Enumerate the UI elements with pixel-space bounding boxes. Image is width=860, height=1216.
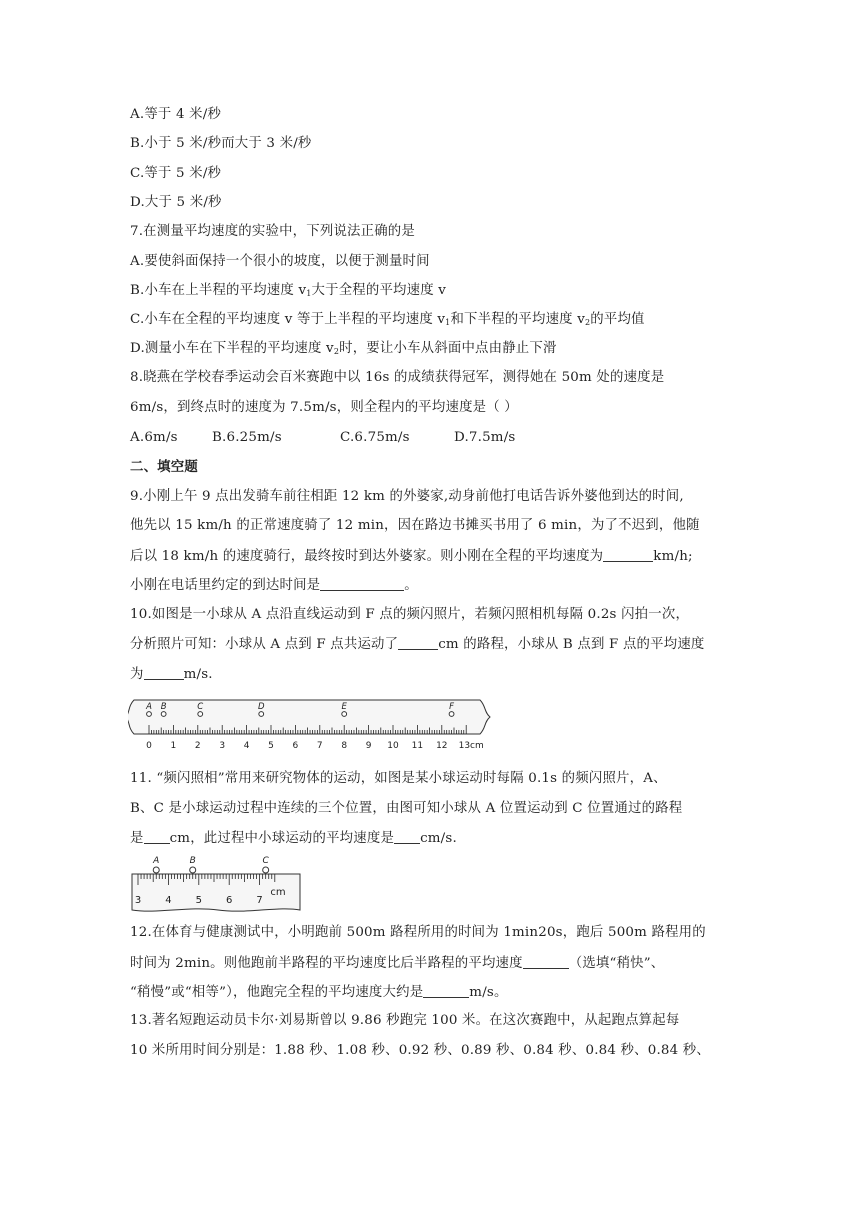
q13-line-2: 10 米所用时间分别是：1.88 秒、1.08 秒、0.92 秒、0.89 秒、0.84 秒、0.84 秒、0.84 秒、 <box>130 1043 710 1058</box>
ruler-label: 7 <box>256 895 263 906</box>
q11-blank-1[interactable] <box>144 829 170 844</box>
q11-line-3-unit: cm/s. <box>420 831 457 846</box>
q10-line-1: 10.如图是一小球从 A 点沿直线运动到 F 点的频闪照片，若频闪照相机每隔 0.2s 闪拍一次， <box>130 607 690 622</box>
q9-blank-2[interactable] <box>320 576 404 591</box>
ruler-figure-q10 <box>128 696 492 754</box>
q7-option-c <box>130 311 645 332</box>
ball-position-label: B <box>189 856 196 866</box>
ball-position-dot <box>449 712 454 717</box>
q8-option-b: B.6.25m/s <box>212 430 282 445</box>
q8-stem-line-1: 8.晓燕在学校春季运动会百米赛跑中以 16s 的成绩获得冠军，测得她在 50m 处的速度是 <box>130 370 665 385</box>
q12-line-1: 12.在体育与健康测试中，小明跑前 500m 路程所用的时间为 1min20s，跑后 500m 路程用的 <box>130 925 706 940</box>
ball-position-dot <box>190 867 196 873</box>
q6-option-d: D.大于 5 米/秒 <box>130 195 222 210</box>
q7-option-c-subscript-1: 1 <box>445 318 451 327</box>
q10-line-2-text: 分析照片可知：小球从 A 点到 F 点共运动了 <box>130 637 399 652</box>
ball-position-dot <box>153 867 159 873</box>
q12-line-3-text: “稍慢”或“相等”），他跑完全程的平均速度大约是 <box>130 985 424 1000</box>
ball-position-dot <box>259 712 264 717</box>
q10-line-3-unit: m/s. <box>183 667 213 682</box>
ball-position-label: C <box>262 856 269 866</box>
q7-option-b-text-2: 大于全程的平均速度 v <box>311 283 447 298</box>
ruler-label: 5 <box>195 895 202 906</box>
q8-options <box>130 429 516 447</box>
ruler-label: 13cm <box>458 741 484 751</box>
q7-option-c-text-3: 的平均值 <box>590 312 645 327</box>
q9-line-3 <box>130 547 693 566</box>
q9-blank-1[interactable] <box>603 547 653 562</box>
q7-option-b <box>130 282 446 303</box>
ruler-label: 4 <box>165 895 172 906</box>
q10-blank-2[interactable] <box>144 665 184 680</box>
ball-position-label: A <box>153 856 160 866</box>
ruler-label: 2 <box>194 741 201 751</box>
ball-position-dot <box>161 712 166 717</box>
ball-position-label: B <box>160 702 167 712</box>
q7-option-d-subscript: 2 <box>333 347 340 356</box>
ball-position-dot <box>147 712 152 717</box>
ruler-label: 8 <box>341 741 348 751</box>
q12-line-2 <box>130 954 664 973</box>
q13-line-1: 13.著名短跑运动员卡尔·刘易斯曾以 9.86 秒跑完 100 米。在这次赛跑中，从起跑点算起每 <box>130 1013 680 1028</box>
q8-stem-line-2: 6m/s，到终点时的速度为 7.5m/s，则全程内的平均速度是（ ） <box>130 400 518 415</box>
section-heading: 二、填空题 <box>130 460 198 475</box>
ruler-label: 0 <box>146 741 152 751</box>
ruler-label: 9 <box>365 741 372 751</box>
q12-blank-2[interactable] <box>423 983 469 998</box>
ruler-label: 1 <box>170 741 177 751</box>
ball-position-label: E <box>341 702 347 712</box>
q9-line-1: 9.小刚上午 9 点出发骑车前往相距 12 km 的外婆家,动身前他打电话告诉外婆他到达的时间, <box>130 489 684 504</box>
q9-line-4 <box>130 576 418 595</box>
q6-option-c: C.等于 5 米/秒 <box>130 166 222 181</box>
q9-line-4-end: 。 <box>404 578 418 593</box>
q9-line-4-text: 小刚在电话里约定的到达时间是 <box>130 578 321 593</box>
ruler-label: 10 <box>387 741 399 751</box>
q12-line-2-text-2: （选填“稍快”、 <box>568 956 665 971</box>
ball-position-dot <box>263 867 269 873</box>
q11-line-1: 11. “频闪照相”常用来研究物体的运动，如图是某小球运动时每隔 0.1s 的频闪照片，A、 <box>130 771 667 786</box>
q10-line-3 <box>130 665 213 684</box>
ruler-unit-label: cm <box>270 887 286 898</box>
ruler-figure-q11 <box>128 852 304 914</box>
q8-option-c: C.6.75m/s <box>340 430 410 445</box>
ruler-label: 4 <box>243 741 250 751</box>
q6-option-b: B.小于 5 米/秒而大于 3 米/秒 <box>130 136 312 151</box>
ruler-label: 3 <box>134 895 142 906</box>
q7-option-d <box>130 340 557 361</box>
q12-line-3-unit: m/s。 <box>469 985 508 1000</box>
ruler-label: 5 <box>268 741 274 751</box>
q12-blank-1[interactable] <box>523 954 569 969</box>
ball-position-label: F <box>449 702 455 712</box>
ruler-label: 11 <box>411 741 424 751</box>
q7-option-b-subscript: 1 <box>306 289 312 298</box>
ball-position-label: A <box>146 702 152 712</box>
q6-option-a: A.等于 4 米/秒 <box>130 107 222 122</box>
q7-stem: 7.在测量平均速度的实验中，下列说法正确的是 <box>130 224 415 239</box>
q12-line-3 <box>130 983 508 1002</box>
q8-option-d: D.7.5m/s <box>454 430 516 445</box>
q7-option-d-text-1: D.测量小车在下半程的平均速度 v <box>130 341 334 356</box>
q7-option-a: A.要使斜面保持一个很小的坡度，以便于测量时间 <box>130 254 430 269</box>
q10-line-3-text: 为 <box>130 667 144 682</box>
ball-position-dot <box>198 712 203 717</box>
q12-line-2-text: 时间为 2min。则他跑前半路程的平均速度比后半路程的平均速度 <box>130 956 523 971</box>
ball-position-label: C <box>197 702 204 712</box>
q7-option-c-text-1: C.小车在全程的平均速度 v 等于上半程的平均速度 v <box>130 312 446 327</box>
q11-line-3-text: 是 <box>130 831 144 846</box>
ruler-label: 6 <box>226 895 233 906</box>
ball-position-dot <box>342 712 347 717</box>
q9-line-3-unit: km/h; <box>653 549 693 564</box>
q11-line-2: B、C 是小球运动过程中连续的三个位置，由图可知小球从 A 位置运动到 C 位置通过的路程 <box>130 801 683 816</box>
ruler-label: 3 <box>219 741 226 751</box>
q10-line-2-text-2: cm 的路程，小球从 B 点到 F 点的平均速度 <box>438 637 705 652</box>
q8-option-a: A.6m/s <box>130 430 178 445</box>
q10-blank-1[interactable] <box>398 635 438 650</box>
q9-line-3-text: 后以 18 km/h 的速度骑行，最终按时到达外婆家。则小刚在全程的平均速度为 <box>130 549 604 564</box>
ruler-label: 6 <box>292 741 299 751</box>
q11-line-3 <box>130 829 457 848</box>
q11-blank-2[interactable] <box>394 829 420 844</box>
q10-line-2 <box>130 635 705 654</box>
q7-option-c-subscript-2: 2 <box>584 318 591 327</box>
q7-option-d-text-2: 时，要让小车从斜面中点由静止下滑 <box>339 341 557 356</box>
ruler-body <box>128 700 490 734</box>
ball-position-label: D <box>257 702 265 712</box>
ruler-label: 7 <box>316 741 323 751</box>
q11-line-3-text-2: cm，此过程中小球运动的平均速度是 <box>169 831 395 846</box>
ruler-label: 12 <box>436 741 448 751</box>
q7-option-b-text-1: B.小车在上半程的平均速度 v <box>130 283 307 298</box>
q7-option-c-text-2: 和下半程的平均速度 v <box>450 312 585 327</box>
q9-line-2: 他先以 15 km/h 的正常速度骑了 12 min，因在路边书摊买书用了 6 min，为了不迟到，他随 <box>130 518 700 533</box>
